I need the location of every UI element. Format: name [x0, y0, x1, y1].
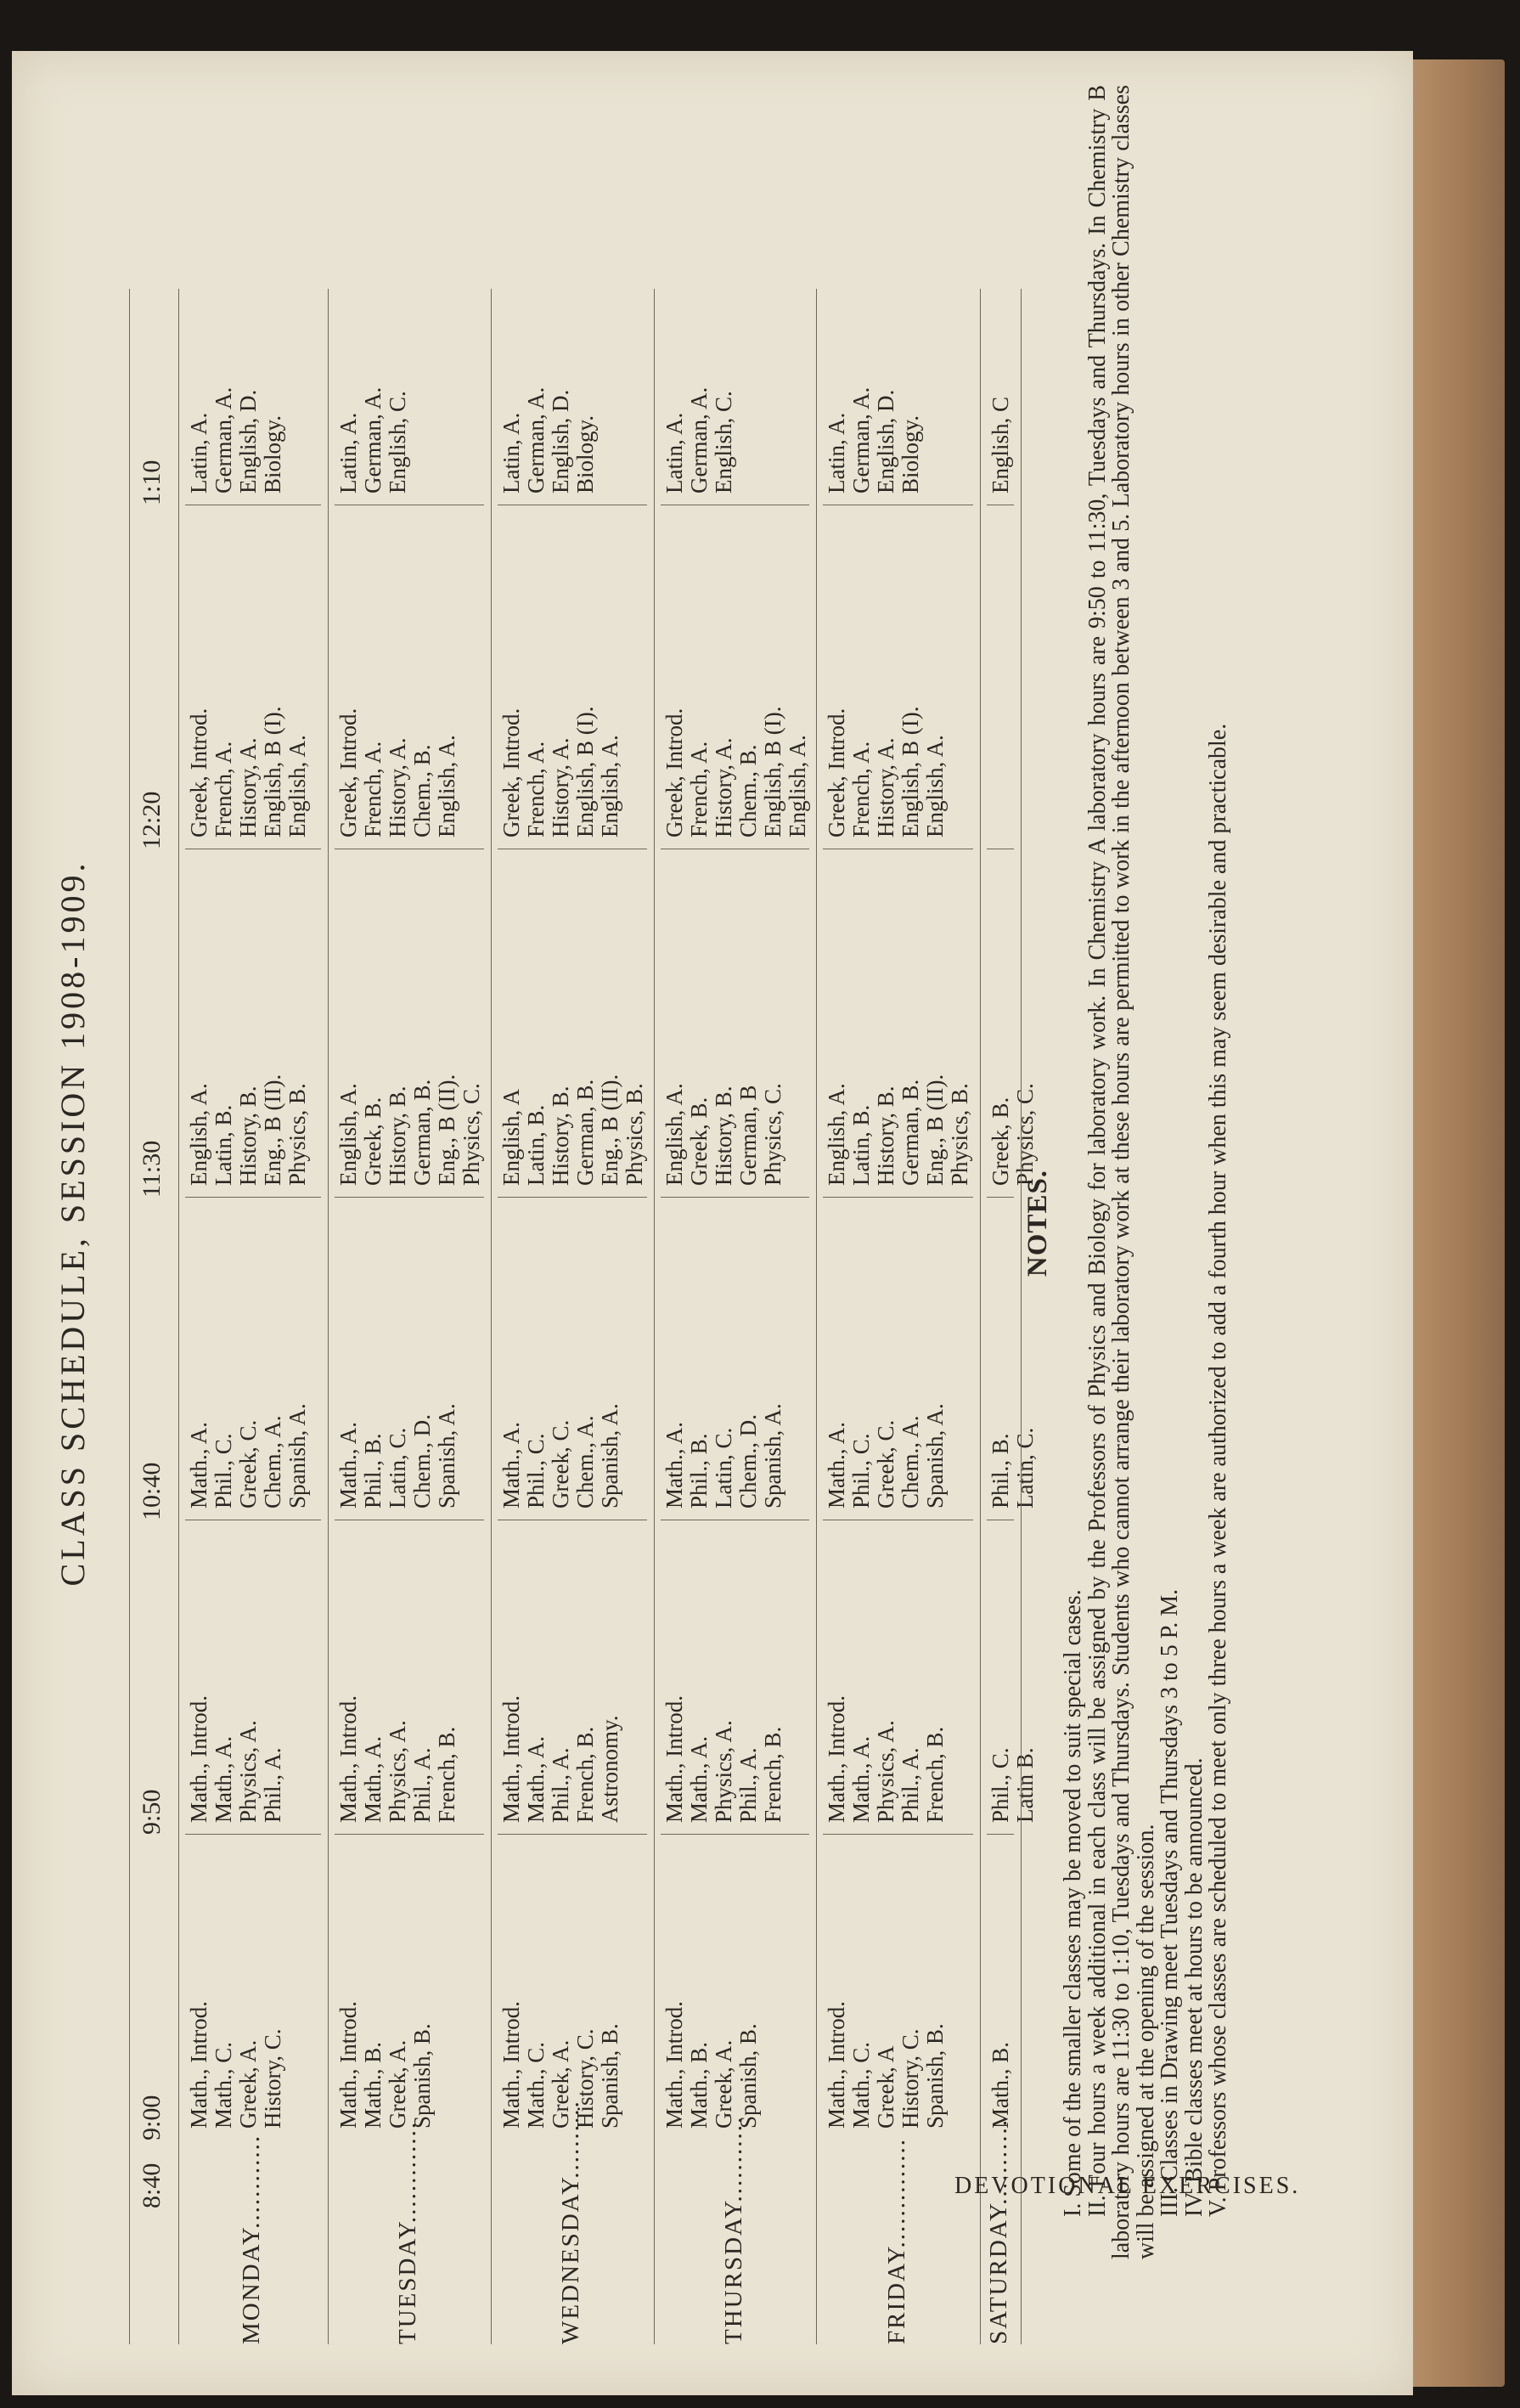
schedule-cell	[988, 2042, 1013, 2129]
class-entry: Latin, B.	[211, 1104, 236, 1186]
class-entry: Math., Introd.	[498, 2001, 524, 2129]
schedule-cell	[336, 387, 410, 493]
class-entry: Physics, A.	[873, 1720, 898, 1823]
class-entry: English, A.	[335, 1083, 361, 1186]
class-entry: Math., A.	[498, 1421, 524, 1509]
class-entry: Chem., B.	[735, 744, 761, 837]
day-label: MONDAY............	[238, 2134, 265, 2344]
class-entry: Physics, B.	[947, 1083, 972, 1186]
schedule-cell	[825, 387, 923, 493]
class-entry: Eng., B (II).	[260, 1074, 285, 1186]
schedule-cell	[336, 708, 459, 837]
schedule-cell	[825, 1074, 972, 1186]
class-entry: English, B (I).	[572, 706, 598, 837]
schedule-cell	[662, 1695, 785, 1823]
class-entry: French, A.	[848, 741, 874, 837]
class-entry: Physics, C.	[1012, 1083, 1038, 1186]
class-entry: Latin, A.	[186, 412, 211, 493]
column-rule	[823, 1197, 973, 1198]
class-entry: English, A.	[597, 735, 622, 837]
class-entry: Latin, A.	[498, 412, 524, 493]
class-entry: Math., C.	[848, 2041, 874, 2129]
class-entry: Physics, A.	[385, 1720, 410, 1823]
class-entry: French, A.	[360, 741, 386, 837]
class-entry: Latin, C.	[711, 1427, 736, 1509]
class-entry: History, B.	[548, 1086, 573, 1186]
schedule-cell	[336, 1695, 459, 1823]
class-entry: English, B (I).	[760, 706, 785, 837]
class-entry: Eng., B (II).	[434, 1074, 459, 1186]
class-entry: Math., C.	[211, 2041, 236, 2129]
page	[12, 51, 1413, 2395]
class-entry: French, A.	[686, 741, 712, 837]
class-entry: French, B.	[572, 1726, 598, 1823]
row-rule	[491, 289, 492, 2344]
class-entry: Latin, A.	[661, 412, 687, 493]
class-entry: Spanish, B.	[597, 2023, 622, 2129]
class-entry: English, A.	[824, 1083, 849, 1186]
column-rule	[185, 1197, 321, 1198]
class-entry: Greek, A.	[548, 2039, 573, 2129]
class-entry: German, B.	[409, 1079, 435, 1186]
class-entry: Physics, B.	[622, 1083, 647, 1186]
schedule-cell	[336, 2001, 435, 2129]
schedule-cell	[187, 1695, 285, 1823]
day-label: TUESDAY.............	[394, 2120, 421, 2344]
class-entry: Math., Introd.	[186, 2001, 211, 2129]
class-entry: English, A.	[661, 1083, 687, 1186]
class-entry: Greek, Introd.	[661, 708, 687, 837]
class-entry: Chem., B.	[409, 744, 435, 837]
class-entry: History, C.	[572, 2028, 598, 2129]
class-entry: Latin, C.	[385, 1427, 410, 1509]
class-entry: History, A.	[548, 737, 573, 837]
schedule-cell	[662, 707, 810, 838]
class-entry: Chem., D.	[735, 1414, 761, 1509]
day-label: FRIDAY..............	[882, 2137, 910, 2344]
class-entry: English, C	[988, 396, 1013, 493]
class-entry: German, B.	[572, 1079, 598, 1186]
schedule-cell	[662, 2001, 761, 2129]
class-entry: French, B.	[760, 1726, 785, 1823]
class-entry: Spanish, B.	[735, 2023, 761, 2129]
class-entry: Phil., A.	[735, 1747, 761, 1823]
class-entry: Math., B.	[988, 2041, 1013, 2129]
class-entry: Greek, A	[873, 2045, 898, 2129]
class-entry: Math., A.	[686, 1735, 712, 1823]
schedule-cell	[662, 1083, 785, 1186]
class-entry: Math., Introd.	[335, 1695, 361, 1823]
class-entry: German, A.	[848, 386, 874, 493]
class-entry: Physics, A.	[235, 1720, 261, 1823]
page-title: CLASS SCHEDULE, SESSION 1908-1909.	[53, 860, 92, 1587]
class-entry: Math., C.	[523, 2041, 549, 2129]
class-entry: Phil., A.	[260, 1747, 285, 1823]
class-entry: Greek, A.	[385, 2039, 410, 2129]
class-entry: Eng., B (II).	[922, 1074, 948, 1186]
class-entry: Spanish, A.	[922, 1403, 948, 1509]
class-entry: Math., A.	[824, 1421, 849, 1509]
class-entry: Spanish, B.	[409, 2023, 435, 2129]
class-entry: French, A.	[211, 741, 236, 837]
class-entry: History, C.	[260, 2028, 285, 2129]
class-entry: French, B.	[434, 1726, 459, 1823]
class-entry: English, C.	[385, 391, 410, 493]
schedule-cell	[825, 1695, 948, 1823]
class-entry: German, A.	[211, 386, 236, 493]
column-rule	[335, 1197, 484, 1198]
class-entry: German, A.	[360, 386, 386, 493]
note-item: V. Professors whose classes are scheduled to meet only three hours a week are authorized to add a fourth hour when this may seem desirable and practicable.	[1205, 723, 1231, 2217]
rotated-page-content	[12, 51, 1413, 2395]
class-entry: Chem., A.	[898, 1415, 923, 1509]
table-header-rule	[178, 289, 179, 2344]
note-item: IV. Bible classes meet at hours to be announced.	[1180, 1757, 1208, 2217]
class-entry: Math., A.	[335, 1421, 361, 1509]
class-entry: Phil., B.	[988, 1433, 1013, 1509]
class-entry: Greek, Introd.	[498, 708, 524, 837]
class-entry: English, A	[498, 1088, 524, 1186]
class-entry: Math., A.	[360, 1735, 386, 1823]
column-rule	[987, 1834, 1014, 1835]
class-entry: English, A.	[434, 735, 459, 837]
schedule-cell	[499, 2001, 622, 2129]
class-entry: History, B.	[385, 1086, 410, 1186]
schedule-cell	[499, 1695, 622, 1823]
class-entry: English, C.	[711, 391, 736, 493]
class-entry: Phil., C.	[988, 1747, 1013, 1823]
class-entry: Math., Introd.	[186, 1695, 211, 1823]
class-entry: Chem., D.	[409, 1414, 435, 1509]
class-entry: Math., A.	[848, 1735, 874, 1823]
class-entry: English, A.	[186, 1083, 211, 1186]
note-item: III. Classes in Drawing meet Tuesdays and Thursdays 3 to 5 P. M.	[1157, 1588, 1183, 2217]
class-entry: Greek, Introd.	[824, 708, 849, 837]
row-rule	[328, 289, 329, 2344]
class-entry: Phil., C.	[211, 1433, 236, 1509]
time-label: 10:40	[138, 1462, 166, 1520]
schedule-cell	[499, 1403, 622, 1509]
class-entry: Latin, A.	[824, 412, 849, 493]
day-label: WEDNESDAY..........	[557, 2100, 584, 2344]
class-entry: Biology.	[260, 414, 285, 493]
class-entry: German, B.	[898, 1079, 923, 1186]
class-entry: Latin, C.	[1012, 1427, 1038, 1509]
backing-board	[1410, 59, 1505, 2387]
column-rule	[185, 1834, 321, 1835]
note-item: I. Some of the smaller classes may be moved to suit special cases.	[1060, 1589, 1086, 2217]
time-label: 8:40	[138, 2163, 166, 2208]
schedule-cell	[187, 1074, 310, 1186]
class-entry: Spanish, A.	[434, 1403, 459, 1509]
class-entry: Math., A.	[186, 1421, 211, 1509]
class-entry: English, D.	[873, 389, 898, 493]
class-entry: French, B.	[922, 1726, 948, 1823]
column-rule	[498, 1834, 647, 1835]
class-entry: Phil., C.	[848, 1433, 874, 1509]
class-entry: History, A.	[385, 737, 410, 837]
class-entry: Math., Introd.	[335, 2001, 361, 2129]
column-rule	[498, 1197, 647, 1198]
schedule-cell	[825, 1403, 948, 1509]
class-entry: History, A.	[711, 737, 736, 837]
class-entry: Math., Introd.	[661, 1695, 687, 1823]
table-top-rule	[129, 289, 130, 2344]
schedule-cell	[187, 1403, 310, 1509]
schedule-cell	[187, 387, 285, 493]
class-entry: English, D.	[235, 389, 261, 493]
class-entry: Spanish, B.	[922, 2023, 948, 2129]
column-rule	[987, 1197, 1014, 1198]
day-label: SATURDAY...........	[985, 2118, 1012, 2344]
class-entry: English, D.	[548, 389, 573, 493]
schedule-cell	[187, 2001, 285, 2129]
class-entry: Phil., A.	[548, 1747, 573, 1823]
devotional-exercises-label: DEVOTIONAL EXERCISES.	[954, 2173, 1301, 2199]
class-entry: Greek, B.	[988, 1097, 1013, 1186]
class-entry: English, B (I).	[898, 706, 923, 837]
class-entry: Physics, C.	[459, 1083, 484, 1186]
class-entry: History, A.	[873, 737, 898, 837]
schedule-cell	[825, 707, 948, 838]
schedule-cell	[499, 707, 622, 838]
class-entry: Spanish, A.	[760, 1403, 785, 1509]
schedule-cell	[662, 387, 736, 493]
class-entry: Math., A.	[211, 1735, 236, 1823]
notes-heading: NOTES.	[1022, 1169, 1053, 1277]
class-entry: Chem., A.	[260, 1415, 285, 1509]
day-label: THURSDAY...........	[719, 2115, 747, 2344]
class-entry: English, A.	[284, 735, 310, 837]
class-entry: Math., A.	[661, 1421, 687, 1509]
class-entry: Latin, B.	[523, 1104, 549, 1186]
schedule-cell	[336, 1403, 459, 1509]
class-entry: Greek, A.	[235, 2039, 261, 2129]
class-entry: Math., A.	[523, 1735, 549, 1823]
row-rule	[1021, 289, 1022, 2344]
class-entry: Greek, C.	[873, 1419, 898, 1509]
class-entry: Biology.	[898, 414, 923, 493]
schedule-cell	[336, 1074, 484, 1186]
class-entry: Phil., B.	[686, 1433, 712, 1509]
class-entry: Greek, B.	[686, 1097, 712, 1186]
time-label: 1:10	[138, 460, 166, 505]
class-entry: Greek, Introd.	[186, 708, 211, 837]
class-entry: History, A.	[235, 737, 261, 837]
class-entry: Latin, B.	[848, 1104, 874, 1186]
class-entry: History, C.	[898, 2028, 923, 2129]
class-entry: Greek, Introd.	[335, 708, 361, 837]
class-entry: Physics, C.	[760, 1083, 785, 1186]
notes-section	[1061, 85, 1231, 2259]
class-entry: Math., Introd.	[824, 2001, 849, 2129]
column-rule	[661, 1834, 809, 1835]
class-entry: English, B (I).	[260, 706, 285, 837]
schedule-cell	[499, 387, 598, 493]
row-rule	[816, 289, 817, 2344]
note-item: II. Four hours a week additional in each class will be assigned by the Professors of Physics and Biology for laboratory work. In Chemistry A laboratory hours are 9:50 to 11:30, Tuesdays and Thursdays. In Chemistry B laboratory hours are 11:30 to 1:10, Tuesdays and Thursdays. Students who cannot arrange their laboratory work at these hours are permitted to work in the afternoon between 3 and 5. Laboratory hours in other Chemistry classes will be assigned at the opening of the session.	[1084, 85, 1159, 2259]
class-entry: History, B.	[711, 1086, 736, 1186]
class-entry: English, A.	[785, 735, 810, 837]
time-label: 9:00	[138, 2095, 166, 2140]
class-entry: Biology.	[572, 414, 598, 493]
class-entry: History, B.	[235, 1086, 261, 1186]
class-entry: Greek, C.	[235, 1419, 261, 1509]
class-entry: Phil., A.	[898, 1747, 923, 1823]
class-entry: Math., Introd.	[824, 1695, 849, 1823]
class-entry: Eng., B (II).	[597, 1074, 622, 1186]
row-rule	[654, 289, 655, 2344]
class-entry: Latin, A.	[335, 412, 361, 493]
class-entry: Math., B.	[686, 2041, 712, 2129]
class-entry: Chem., A.	[572, 1415, 598, 1509]
class-entry: English, A.	[922, 735, 948, 837]
column-rule	[823, 1834, 973, 1835]
class-entry: Phil., B.	[360, 1433, 386, 1509]
schedule-cell	[988, 397, 1013, 493]
time-label: 9:50	[138, 1789, 166, 1835]
class-entry: Spanish, A.	[597, 1403, 622, 1509]
class-entry: German, A.	[523, 386, 549, 493]
column-rule	[335, 1834, 484, 1835]
class-entry: Greek, B.	[360, 1097, 386, 1186]
class-entry: Math., B.	[360, 2041, 386, 2129]
time-label: 11:30	[138, 1140, 166, 1198]
time-header-row	[138, 51, 172, 2395]
schedule-cell	[662, 1403, 785, 1509]
class-entry: Greek, A.	[711, 2039, 736, 2129]
schedule-cell	[825, 2001, 948, 2129]
schedule-cell	[499, 1074, 647, 1186]
row-rule	[980, 289, 981, 2344]
class-entry: Physics, A.	[711, 1720, 736, 1823]
class-entry: Math., Introd.	[661, 2001, 687, 2129]
schedule-cell	[187, 707, 310, 838]
class-entry: History, B.	[873, 1086, 898, 1186]
column-rule	[661, 1197, 809, 1198]
class-entry: Physics, B.	[284, 1083, 310, 1186]
class-entry: Latin B.	[1012, 1747, 1038, 1823]
time-label: 12:20	[138, 791, 166, 849]
class-entry: Spanish, A.	[284, 1403, 310, 1509]
class-entry: Math., Introd.	[498, 1695, 524, 1823]
class-entry: German, B	[735, 1085, 761, 1186]
class-entry: French, A.	[523, 741, 549, 837]
class-entry: Phil., A.	[409, 1747, 435, 1823]
class-entry: Phil., C.	[523, 1433, 549, 1509]
class-entry: Astronomy.	[597, 1715, 622, 1823]
class-entry: German, A.	[686, 386, 712, 493]
class-entry: Greek, C.	[548, 1419, 573, 1509]
